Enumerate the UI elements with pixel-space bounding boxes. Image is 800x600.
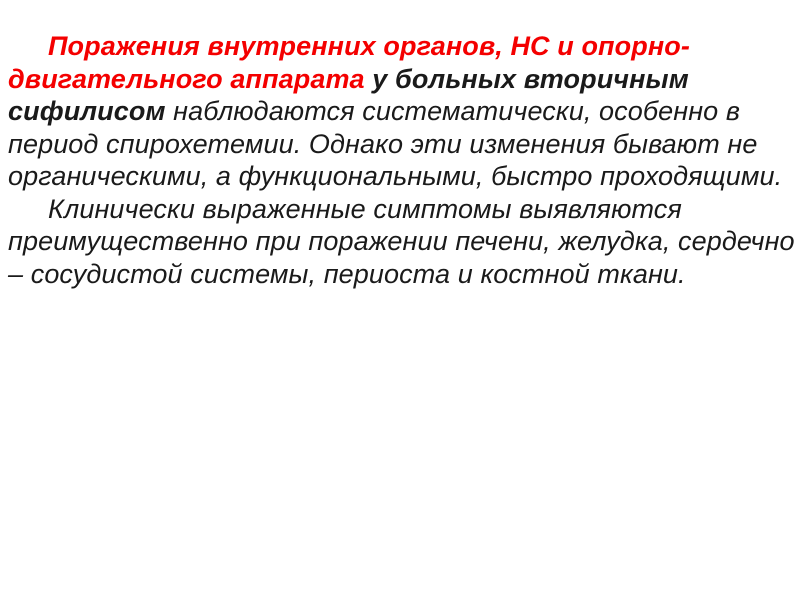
text-segment-regular: органическими, а функциональными, быстро проходящими.: [8, 161, 783, 191]
text-segment-black-bold: сифилисом: [8, 96, 174, 126]
text-line: [8, 225, 794, 258]
text-segment-black-bold: у больных вторичным: [372, 63, 689, 94]
text-segment-regular: – сосудистой системы, периоста и костной ткани.: [8, 258, 686, 289]
text-segment-regular: наблюдаются систематически, особенно в: [173, 96, 741, 126]
text-line: [8, 30, 794, 63]
text-line: [8, 258, 794, 291]
text-line: [8, 160, 794, 193]
body-text-block: [8, 30, 794, 290]
text-line: [8, 193, 794, 226]
text-segment-regular: преимущественно при поражении печени, желудка, сердечно: [8, 226, 795, 256]
text-line: [8, 128, 794, 161]
text-segment-regular: Клинически выраженные симптомы выявляются: [48, 193, 682, 224]
text-line: [8, 63, 794, 96]
text-line: [8, 95, 794, 128]
text-segment-regular: период спирохетемии. Однако эти изменения бывают не: [8, 128, 758, 159]
text-segment-red-bold: двигательного аппарата: [8, 63, 373, 94]
text-segment-red-bold: Поражения внутренних органов, НС и опорно-: [48, 31, 690, 61]
